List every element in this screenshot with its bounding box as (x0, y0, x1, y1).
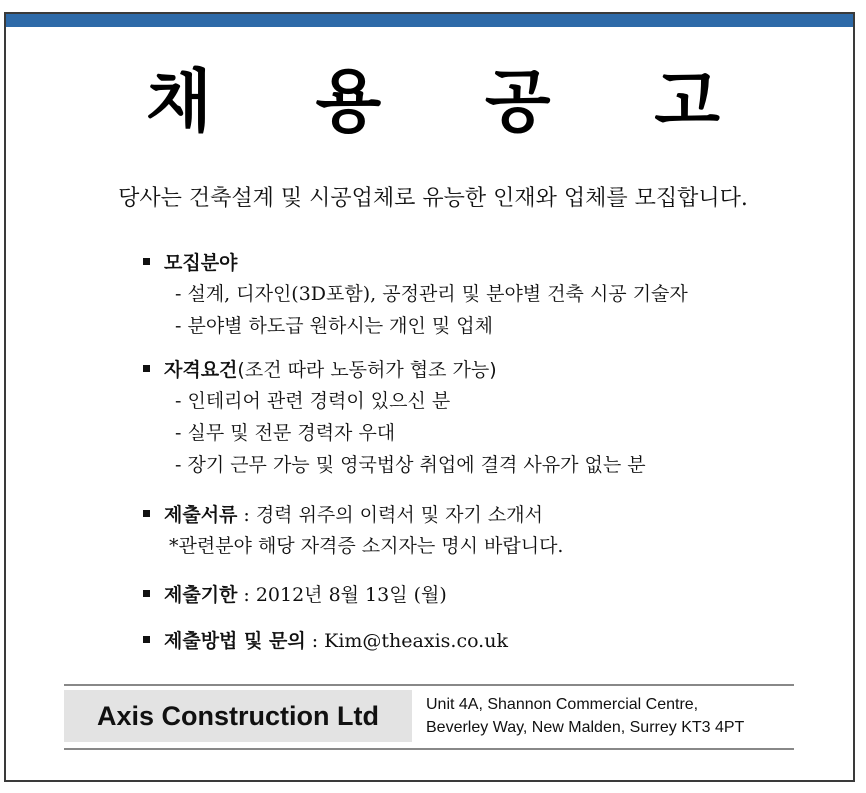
section-contact (143, 626, 508, 656)
list-item: - 인테리어 관련 경력이 있으신 분 (175, 390, 451, 412)
list-item: - 장기 근무 가능 및 영국법상 취업에 결격 사유가 없는 분 (175, 454, 646, 476)
bullet-icon (143, 258, 150, 265)
section-qualification-list (143, 385, 646, 481)
contact-email-link[interactable]: Kim@theaxis.co.uk (324, 630, 508, 652)
section-contact-heading (143, 626, 508, 656)
section-qualification-title: 자격요건 (164, 359, 238, 381)
company-address (426, 693, 744, 739)
section-documents-heading (143, 500, 563, 530)
section-field-heading (143, 248, 688, 278)
footer-divider-bottom (64, 748, 794, 750)
section-documents-value: 경력 위주의 이력서 및 자기 소개서 (255, 504, 543, 526)
intro-text: 당사는 건축설계 및 시공업체로 유능한 인재와 업체를 모집합니다. (118, 186, 748, 211)
address-line-2: Beverley Way, New Malden, Surrey KT3 4PT (426, 719, 745, 736)
address-line-1: Unit 4A, Shannon Commercial Centre, (426, 696, 699, 713)
section-deadline-value: 2012년 8월 13일 (월) (255, 584, 447, 606)
section-documents-title: 제출서류 (164, 504, 238, 526)
section-qualification (143, 355, 646, 481)
section-field (143, 248, 688, 342)
posting-title: 채 용 공 고 (146, 63, 760, 142)
list-item: - 설계, 디자인(3D포함), 공정관리 및 분야별 건축 시공 기술자 (175, 283, 688, 305)
section-qualification-note: (조건 따라 노동허가 협조 가능) (237, 359, 497, 381)
bullet-icon (143, 365, 150, 372)
list-item: - 분야별 하도급 원하시는 개인 및 업체 (175, 315, 493, 337)
section-contact-title: 제출방법 및 문의 (164, 630, 306, 652)
list-item: - 실무 및 전문 경력자 우대 (175, 422, 396, 444)
section-qualification-heading (143, 355, 646, 385)
footer-divider-top (64, 684, 794, 686)
bullet-icon (143, 510, 150, 517)
separator: : (311, 630, 319, 652)
top-accent-bar (6, 14, 853, 27)
section-deadline-heading (143, 580, 447, 610)
section-field-list (143, 278, 688, 342)
section-documents-note: *관련분야 해당 자격증 소지자는 명시 바랍니다. (169, 535, 564, 557)
company-name: Axis Construction Ltd (64, 690, 412, 742)
separator: : (243, 584, 250, 606)
bullet-icon (143, 590, 150, 597)
bullet-icon (143, 636, 150, 643)
section-deadline (143, 580, 447, 610)
separator: : (243, 504, 250, 526)
section-field-title: 모집분야 (164, 252, 238, 274)
section-documents (143, 500, 563, 562)
section-deadline-title: 제출기한 (164, 584, 238, 606)
